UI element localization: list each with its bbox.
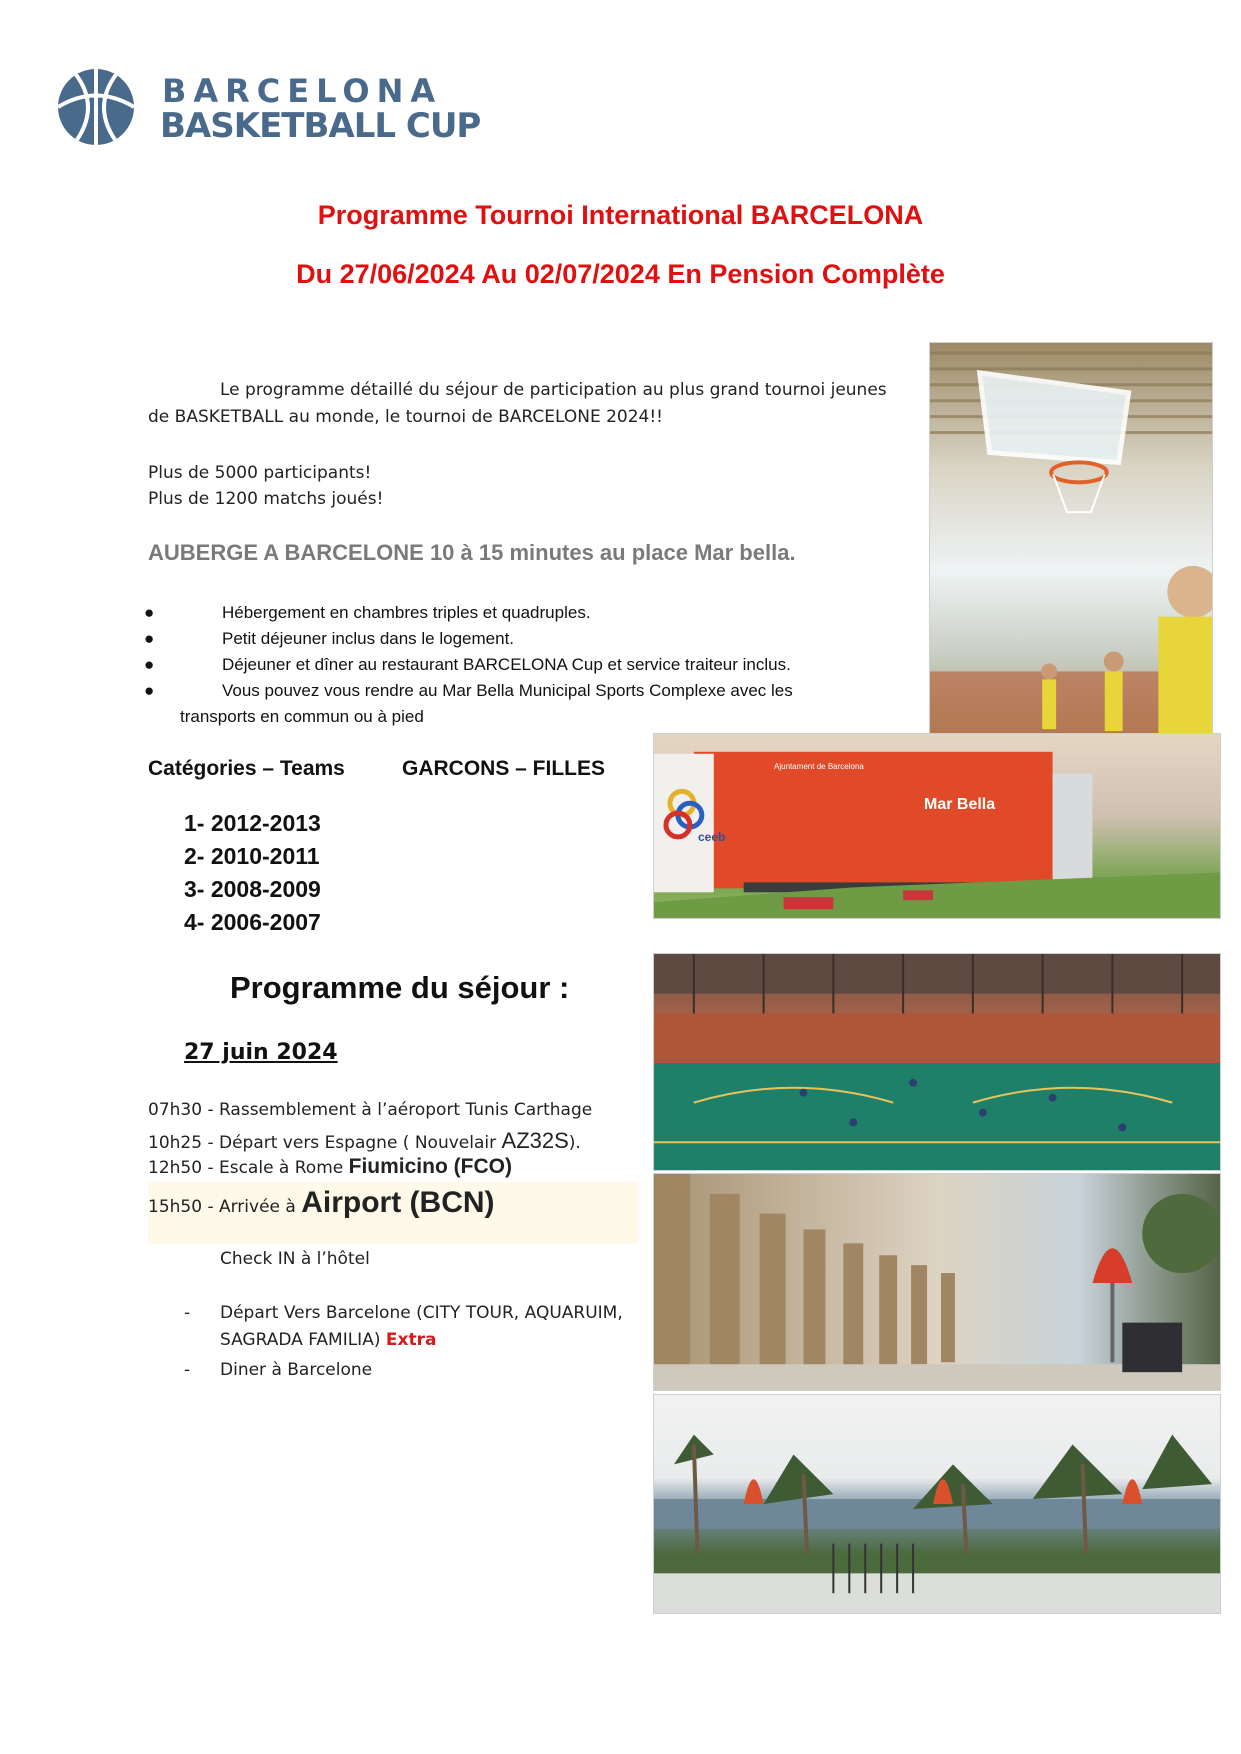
page-title: Programme Tournoi International BARCELONA xyxy=(317,200,924,230)
photo-indoor-court xyxy=(653,953,1221,1171)
list-item-continuation: transports en commun ou à pied xyxy=(180,707,424,726)
logo xyxy=(44,64,524,150)
bullet-icon: ● xyxy=(144,681,155,700)
bullet-icon: ● xyxy=(144,655,155,674)
extra-badge: Extra xyxy=(385,1330,437,1350)
schedule-item: 12h50 - Escale à Rome Fiumicino (FCO) xyxy=(148,1155,512,1178)
list-item: ● Petit déjeuner inclus dans le logement. xyxy=(138,626,858,652)
stats-block xyxy=(148,460,748,512)
arrival-airport: Airport (BCN) xyxy=(301,1186,495,1219)
bullet-icon: ● xyxy=(144,629,155,648)
ceeb-logo-text: ceeb xyxy=(698,830,726,844)
day-date-heading: 27 juin 2024 xyxy=(184,1040,338,1065)
photo-building-facade xyxy=(653,1173,1221,1391)
page-subtitle-dates: Du 27/06/2024 Au 02/07/2024 En Pension Complète xyxy=(296,259,945,289)
basketball-icon xyxy=(44,64,144,150)
intro-text: Le programme détaillé du séjour de participation au plus grand tournoi jeunes de BASKETBALL au monde, le tournoi de BARCELONE 2024!! xyxy=(148,380,887,427)
hall-sign: Mar Bella xyxy=(924,796,996,813)
list-item: ● Vous pouvez vous rendre au Mar Bella Municipal Sports Complexe avec les xyxy=(138,678,858,704)
list-item: ● Déjeuner et dîner au restaurant BARCELONA Cup et service traiteur inclus. xyxy=(138,652,858,678)
schedule-item: 10h25 - Départ vers Espagne ( Nouvelair AZ32S). xyxy=(148,1128,581,1153)
year-categories-list xyxy=(184,807,321,939)
year-category: 4- 2006-2007 xyxy=(184,909,321,935)
schedule-item: 07h30 - Rassemblement à l’aéroport Tunis Carthage xyxy=(148,1100,593,1120)
logo-text-basketball-cup: BASKETBALL CUP xyxy=(160,106,481,146)
ajuntament-sign: Ajuntament de Barcelona xyxy=(774,762,864,771)
auberge-heading: AUBERGE A BARCELONE 10 à 15 minutes au place Mar bella. xyxy=(148,540,796,565)
schedule-item-highlighted: 15h50 - Arrivée à Airport (BCN) xyxy=(148,1182,638,1244)
genders-heading: GARCONS – FILLES xyxy=(402,757,606,780)
participants-line: Plus de 5000 participants! xyxy=(148,463,372,483)
intro-paragraph xyxy=(148,377,908,431)
categories-heading: Catégories – Teams xyxy=(148,757,345,780)
checkin-line: Check IN à l’hôtel xyxy=(220,1249,370,1269)
list-item: ● Hébergement en chambres triples et quadruples. xyxy=(138,600,858,626)
logo-text-barcelona: BARCELONA xyxy=(162,72,443,110)
activity-item: - Diner à Barcelone xyxy=(184,1357,644,1384)
year-category: 2- 2010-2011 xyxy=(184,843,320,869)
programme-title: Programme du séjour : xyxy=(230,970,570,1005)
dash-marker: - xyxy=(184,1303,191,1323)
flight-code: AZ32S xyxy=(501,1128,569,1153)
photo-basketball-hoop xyxy=(929,342,1213,758)
bullet-icon: ● xyxy=(144,603,155,622)
activity-item: - Départ Vers Barcelone (CITY TOUR, AQUARUIM, SAGRADA FAMILIA) Extra xyxy=(184,1300,644,1354)
photo-seafront-terrace xyxy=(653,1394,1221,1614)
dash-marker: - xyxy=(184,1360,191,1380)
matches-line: Plus de 1200 matchs joués! xyxy=(148,489,384,509)
hoop-illustration xyxy=(930,343,1212,757)
year-category: 3- 2008-2009 xyxy=(184,876,321,902)
year-category: 1- 2012-2013 xyxy=(184,810,321,836)
accommodation-list xyxy=(138,600,858,730)
layover-airport: Fiumicino (FCO) xyxy=(348,1155,512,1178)
photo-mar-bella-building xyxy=(653,733,1221,919)
